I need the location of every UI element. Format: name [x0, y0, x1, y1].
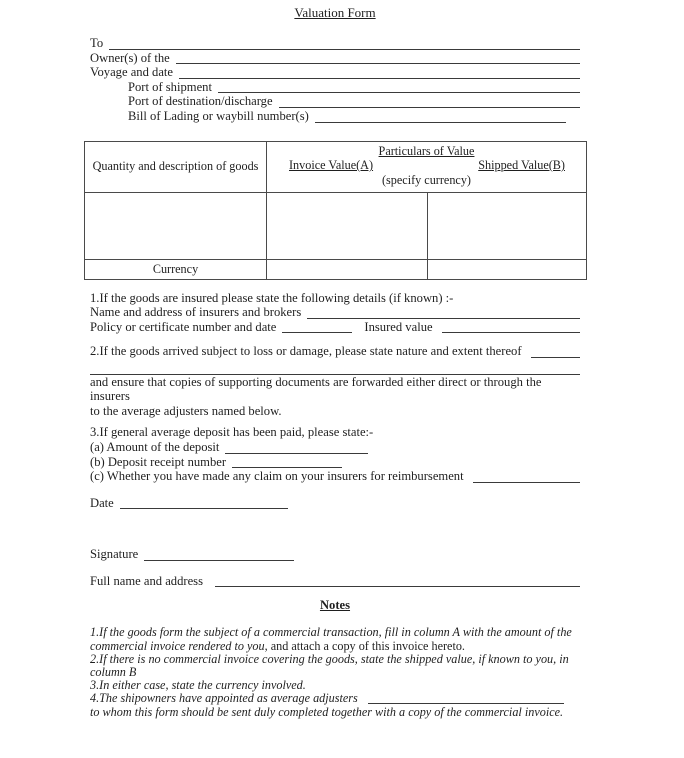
particulars-of-value-heading: Particulars of Value — [378, 143, 475, 158]
note-2-line-2: column B — [90, 665, 137, 680]
section-1-intro: 1.If the goods are insured please state the following details (if known) :- — [90, 290, 454, 305]
section-3-intro-row — [90, 425, 580, 440]
policy-blank-line — [282, 320, 352, 334]
currency-invoice-cell — [267, 260, 428, 279]
port-shipment-label: Port of shipment — [128, 79, 212, 94]
claim-label: (c) Whether you have made any claim on your insurers for reimbursement — [90, 469, 464, 484]
currency-label-cell: Currency — [85, 260, 267, 279]
section-3-intro: 3.If general average deposit has been paid, please state:- — [90, 425, 374, 440]
claim-blank-line — [473, 469, 580, 483]
section-2-intro-row — [90, 344, 580, 359]
claim-row — [90, 469, 580, 484]
owners-label: Owner(s) of the — [90, 50, 170, 65]
shipped-value-heading: Shipped Value(B) — [478, 158, 565, 173]
policy-row — [90, 320, 580, 335]
field-row-voyage — [90, 65, 580, 80]
insurers-label: Name and address of insurers and brokers — [90, 305, 302, 320]
note-3: 3.In either case, state the currency involved. — [90, 678, 306, 693]
table-header-row — [85, 142, 586, 192]
value-subheadings — [267, 158, 586, 173]
insurers-blank-line — [307, 305, 580, 319]
note-1-line-1: 1.If the goods form the subject of a commercial transaction, fill in column A with the amount of the — [90, 625, 572, 640]
section-2-cont1-text: and ensure that copies of supporting documents are forwarded either direct or through the insurers — [90, 374, 542, 404]
deposit-receipt-row — [90, 455, 580, 470]
bill-of-lading-blank-line — [315, 109, 566, 123]
deposit-amount-row — [90, 440, 580, 455]
full-name-blank-line — [215, 574, 580, 588]
average-adjusters-blank-line — [368, 692, 564, 703]
section-2-continuation-2 — [90, 404, 580, 419]
insured-value-label: Insured value — [364, 319, 433, 334]
section-2-loss-damage — [90, 344, 580, 418]
header-fields — [90, 36, 580, 124]
full-width-blank-line — [90, 359, 580, 375]
notes-section — [90, 626, 580, 718]
to-label: To — [90, 36, 104, 50]
deposit-amount-label: (a) Amount of the deposit — [90, 439, 220, 454]
note-1-line-2-italic: commercial invoice rendered to you — [90, 638, 265, 653]
note-1-line-2-roman: , and attach a copy of this invoice hereto. — [264, 638, 465, 653]
port-shipment-blank-line — [218, 80, 580, 94]
currency-row — [85, 259, 586, 279]
shipped-value-entry-cell — [428, 193, 586, 259]
deposit-amount-blank-line — [225, 440, 368, 454]
currency-shipped-cell — [428, 260, 586, 279]
valuation-table — [84, 141, 587, 280]
date-row — [90, 496, 580, 511]
date-blank-line — [120, 496, 288, 510]
specify-currency-note: (specify currency) — [382, 172, 471, 187]
date-label: Date — [90, 495, 114, 510]
spacer — [352, 320, 364, 335]
to-blank-line — [109, 36, 580, 50]
section-2-continuation-1 — [90, 375, 580, 404]
field-row-bill-of-lading — [90, 109, 580, 124]
deposit-receipt-blank-line — [232, 455, 342, 469]
section-2-intro: 2.If the goods arrived subject to loss or damage, please state nature and extent thereof — [90, 344, 522, 359]
nature-extent-blank-line — [531, 344, 580, 358]
section-3-general-average — [90, 425, 580, 483]
port-destination-label: Port of destination/discharge — [128, 94, 273, 109]
note-line — [90, 692, 580, 705]
invoice-value-heading: Invoice Value(A) — [289, 158, 374, 173]
voyage-label: Voyage and date — [90, 65, 173, 80]
field-row-owners — [90, 51, 580, 66]
note-4-continuation: to whom this form should be sent duly completed together with a copy of the commercial invoice. — [90, 704, 564, 719]
section-1-insurance — [90, 291, 580, 335]
full-name-label: Full name and address — [90, 573, 203, 588]
note-line — [90, 640, 580, 653]
invoice-value-entry-cell — [267, 193, 428, 259]
port-destination-blank-line — [279, 94, 580, 108]
owners-blank-line — [176, 51, 580, 65]
note-2-line-1: 2.If there is no commercial invoice covering the goods, state the shipped value, if known to you, in — [90, 651, 569, 666]
field-row-port-shipment — [90, 80, 580, 95]
field-row-port-destination — [90, 94, 580, 109]
note-4: 4.The shipowners have appointed as average adjusters — [90, 691, 358, 706]
full-name-row — [90, 574, 580, 589]
goods-column-header: Quantity and description of goods — [85, 142, 267, 192]
note-line — [90, 626, 580, 639]
policy-label: Policy or certificate number and date — [90, 319, 277, 334]
insured-value-blank-line — [442, 320, 580, 334]
form-title: Valuation Form — [294, 5, 376, 20]
notes-heading: Notes — [319, 598, 351, 613]
section-2-cont2-text: to the average adjusters named below. — [90, 403, 282, 418]
note-line — [90, 653, 580, 666]
goods-entry-cell — [85, 193, 267, 259]
signature-blank-line — [144, 547, 294, 561]
insurers-row — [90, 305, 580, 320]
particulars-column-header — [267, 142, 586, 192]
signature-row — [90, 547, 580, 562]
bill-of-lading-label: Bill of Lading or waybill number(s) — [128, 108, 309, 123]
voyage-blank-line — [179, 65, 580, 79]
table-body-row — [85, 192, 586, 259]
deposit-receipt-label: (b) Deposit receipt number — [90, 454, 227, 469]
signature-label: Signature — [90, 547, 139, 562]
note-line — [90, 706, 580, 719]
field-row-to — [90, 36, 580, 51]
section-1-intro-row — [90, 291, 580, 306]
